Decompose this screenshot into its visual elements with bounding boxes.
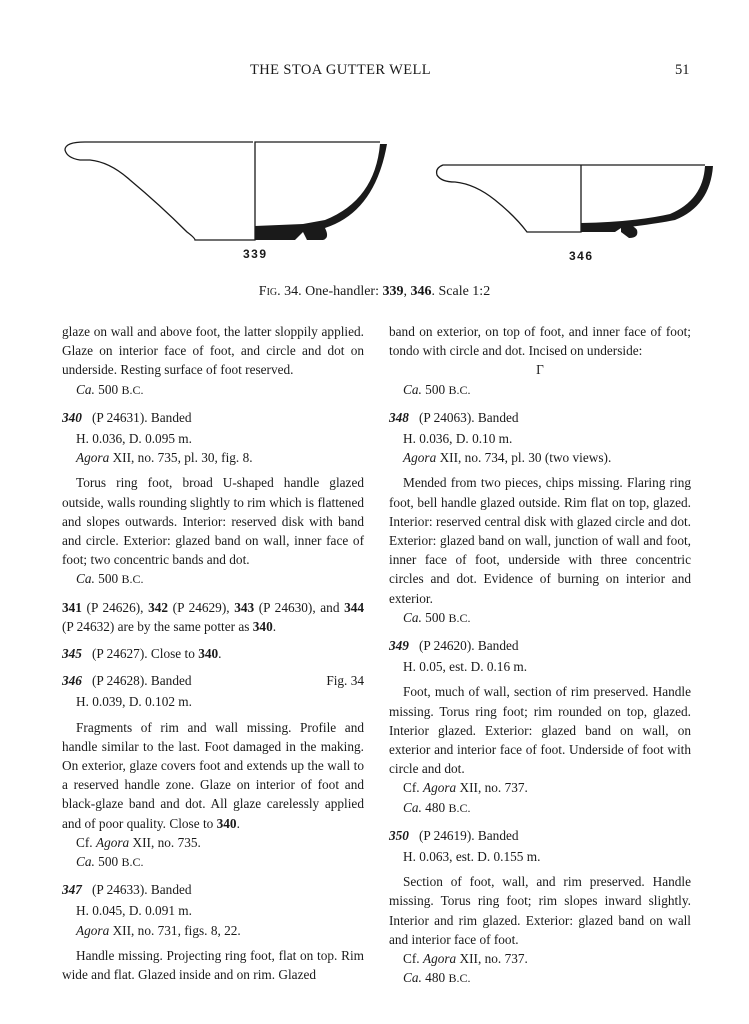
- entry-350-date: [389, 968, 691, 988]
- figure-label-339: 339: [243, 247, 268, 261]
- date-prefix: Ca.: [403, 381, 422, 397]
- entry-348-head: [389, 408, 691, 427]
- ref-rest: XII, no. 735, pl. 30, fig. 8.: [109, 450, 253, 466]
- text: (P 24630), and: [254, 599, 345, 615]
- cf-italic: Agora: [95, 834, 130, 850]
- ref-italic: Agora: [403, 450, 437, 466]
- entry-348-ref: [389, 448, 691, 467]
- entry-346-cf: [62, 833, 364, 852]
- cf-rest: XII, no. 737.: [456, 951, 528, 967]
- figure-34: [55, 120, 715, 270]
- entry-inventory: (P 24063). Banded: [418, 409, 519, 425]
- date-line: [389, 380, 691, 400]
- num-341: 341: [62, 599, 82, 615]
- date-prefix: Ca.: [76, 854, 95, 870]
- close-to-number: 340: [198, 646, 219, 662]
- entry-348-date: [389, 608, 691, 628]
- cf-prefix: Cf.: [403, 951, 423, 967]
- continued-text: glaze on wall and above foot, the latter sloppily applied. Glaze on interior face of foot, and circle and dot on underside. Resting surface of foot reserved.: [62, 324, 364, 378]
- profile-339-outline: [65, 142, 380, 240]
- date-suffix: B.C.: [121, 382, 144, 397]
- cf-italic: Agora: [422, 780, 457, 796]
- profile-339-glaze: [255, 144, 387, 240]
- entry-inventory: (P 24628). Banded: [91, 673, 192, 689]
- date-num: 500: [98, 381, 119, 397]
- text: (P 24629),: [168, 599, 235, 615]
- entry-346-desc: [62, 718, 364, 833]
- num-342: 342: [148, 599, 169, 615]
- entry-350-head: [389, 826, 691, 845]
- date-prefix: Ca.: [76, 381, 95, 397]
- entry-number: 346: [62, 673, 82, 689]
- continued-text: band on exterior, on top of foot, and inner face of foot; tondo with circle and dot. Incised on underside:: [389, 324, 691, 359]
- date-num: 500: [98, 854, 119, 870]
- caption-prefix: Fig.: [258, 284, 281, 299]
- right-column: [389, 322, 691, 989]
- text: (P 24626),: [81, 599, 149, 615]
- running-title: THE STOA GUTTER WELL: [250, 62, 432, 78]
- entry-347-desc: Handle missing. Projecting ring foot, flat on top. Rim wide and flat. Glazed inside and on rim. Glazed: [62, 947, 364, 983]
- text: .: [218, 646, 222, 662]
- text: .: [272, 618, 277, 634]
- date-line: [62, 380, 364, 400]
- num-344: 344: [344, 599, 365, 615]
- date-suffix: B.C.: [121, 855, 144, 870]
- entry-348-dims: H. 0.036, D. 0.10 m.: [403, 431, 513, 447]
- profile-drawings: [55, 120, 715, 270]
- cf-rest: XII, no. 735.: [129, 834, 201, 850]
- entry-340-ref: [62, 448, 364, 467]
- date-num: 500: [98, 571, 119, 587]
- desc-text: Fragments of rim and wall missing. Profile and handle similar to the last. Foot damaged in the making. On exterior, glaze covers foot and extends up the wall to a reserved handle zone. Glaze on interior of foot and black-glaze band and dot. All glaze carelessly applied and of poor quality. Close to: [62, 719, 364, 831]
- entry-number: 340: [62, 409, 82, 425]
- figure-label-346: 346: [569, 249, 594, 263]
- caption-item-346: 346: [410, 284, 432, 299]
- entry-340-desc: Torus ring foot, broad U-shaped handle glazed outside, walls rounding slightly to rim which is flattened and slopes outwards. Interior: reserved disk with band and circle. Exterior: glazed band on wall, inner face of foot; two concentric bands and dot.: [62, 475, 364, 568]
- entry-350-cf: [389, 949, 691, 968]
- page-number: 51: [675, 62, 690, 78]
- entry-inventory: (P 24619). Banded: [418, 827, 519, 843]
- entry-inventory: (P 24620). Banded: [418, 638, 519, 654]
- profile-346-outline: [437, 165, 705, 232]
- figure-caption: Fig. 34. One-handler: 339, 346. Scale 1:2: [258, 284, 491, 299]
- date-num: 500: [425, 609, 446, 625]
- entry-group-341-344: [62, 598, 364, 636]
- date-suffix: B.C.: [448, 382, 471, 397]
- entry-number: 347: [62, 882, 82, 898]
- entry-inventory: (P 24627). Close to: [91, 646, 199, 662]
- entry-346-dims: H. 0.039, D. 0.102 m.: [76, 694, 192, 710]
- entry-350-desc: Section of foot, wall, and rim preserved. Handle missing. Torus ring foot; rim slopes inward slightly. Interior and rim glazed. Exterior: glazed band on wall and interior face of foot.: [389, 874, 691, 947]
- caption-item-339: 339: [382, 284, 404, 299]
- num-340: 340: [252, 618, 273, 634]
- text: .: [236, 815, 240, 831]
- date-suffix: B.C.: [448, 800, 471, 815]
- entry-349-desc: Foot, much of wall, section of rim preserved. Handle missing. Torus ring foot; rim rounded on top, glazed. Interior glazed. Exterior: glazed band on wall, on exterior and interior face of foot. Underside of foot with circle and dot.: [389, 684, 691, 777]
- profile-346: [437, 165, 713, 238]
- date-prefix: Ca.: [76, 571, 95, 587]
- incised-mark: Γ: [536, 362, 544, 378]
- ref-italic: Agora: [76, 922, 110, 938]
- entry-348-desc: Mended from two pieces, chips missing. Flaring ring foot, bell handle glazed outside. Rim flat on top, glazed. Interior: reserved central disk with glazed circle and dot. Exterior: glazed band on wall, junction of wall and foot, inner face of foot, underside with three concentric circles and dot. Evidence of burning on interior and exterior.: [389, 475, 691, 606]
- left-column: [62, 322, 364, 984]
- entry-340-date: [62, 569, 364, 589]
- entry-340-dims: H. 0.036, D. 0.095 m.: [76, 431, 192, 447]
- caption-number: 34. One-handler:: [284, 284, 383, 299]
- entry-346-head: [62, 671, 364, 690]
- date-suffix: B.C.: [121, 572, 144, 587]
- ref-rest: XII, no. 734, pl. 30 (two views).: [436, 450, 612, 466]
- date-num: 500: [425, 381, 446, 397]
- running-head: [0, 62, 749, 82]
- close-to-number: 340: [216, 815, 237, 831]
- cf-italic: Agora: [422, 951, 457, 967]
- entry-345-head: [62, 644, 364, 663]
- entry-346-date: [62, 852, 364, 872]
- cf-rest: XII, no. 737.: [456, 780, 528, 796]
- date-suffix: B.C.: [448, 971, 471, 986]
- date-num: 480: [425, 970, 446, 986]
- date-num: 480: [425, 799, 446, 815]
- date-prefix: Ca.: [403, 970, 422, 986]
- entry-number: 348: [389, 409, 409, 425]
- figure-reference: Fig. 34: [326, 673, 364, 689]
- entry-349-cf: [389, 778, 691, 797]
- entry-number: 349: [389, 638, 409, 654]
- entry-inventory: (P 24631). Banded: [91, 409, 192, 425]
- entry-347-head: [62, 880, 364, 899]
- ref-italic: Agora: [76, 450, 110, 466]
- text: (P 24632) are by the same potter as: [62, 618, 253, 634]
- date-suffix: B.C.: [448, 610, 471, 625]
- caption-scale: . Scale 1:2: [431, 284, 491, 299]
- profile-346-glaze: [581, 166, 713, 232]
- entry-349-dims: H. 0.05, est. D. 0.16 m.: [403, 659, 528, 675]
- entry-340-head: [62, 408, 364, 427]
- entry-350-dims: H. 0.063, est. D. 0.155 m.: [403, 849, 541, 865]
- entry-number: 350: [389, 827, 409, 843]
- entry-number: 345: [62, 646, 82, 662]
- entry-347-dims: H. 0.045, D. 0.091 m.: [76, 903, 192, 919]
- cf-prefix: Cf.: [76, 834, 96, 850]
- entry-inventory: (P 24633). Banded: [91, 882, 192, 898]
- cf-prefix: Cf.: [403, 780, 423, 796]
- entry-347-ref: [62, 921, 364, 940]
- ref-rest: XII, no. 731, figs. 8, 22.: [109, 922, 241, 938]
- date-prefix: Ca.: [403, 609, 422, 625]
- profile-339: [65, 142, 387, 240]
- entry-349-date: [389, 798, 691, 818]
- date-prefix: Ca.: [403, 799, 422, 815]
- num-343: 343: [234, 599, 255, 615]
- entry-349-head: [389, 636, 691, 655]
